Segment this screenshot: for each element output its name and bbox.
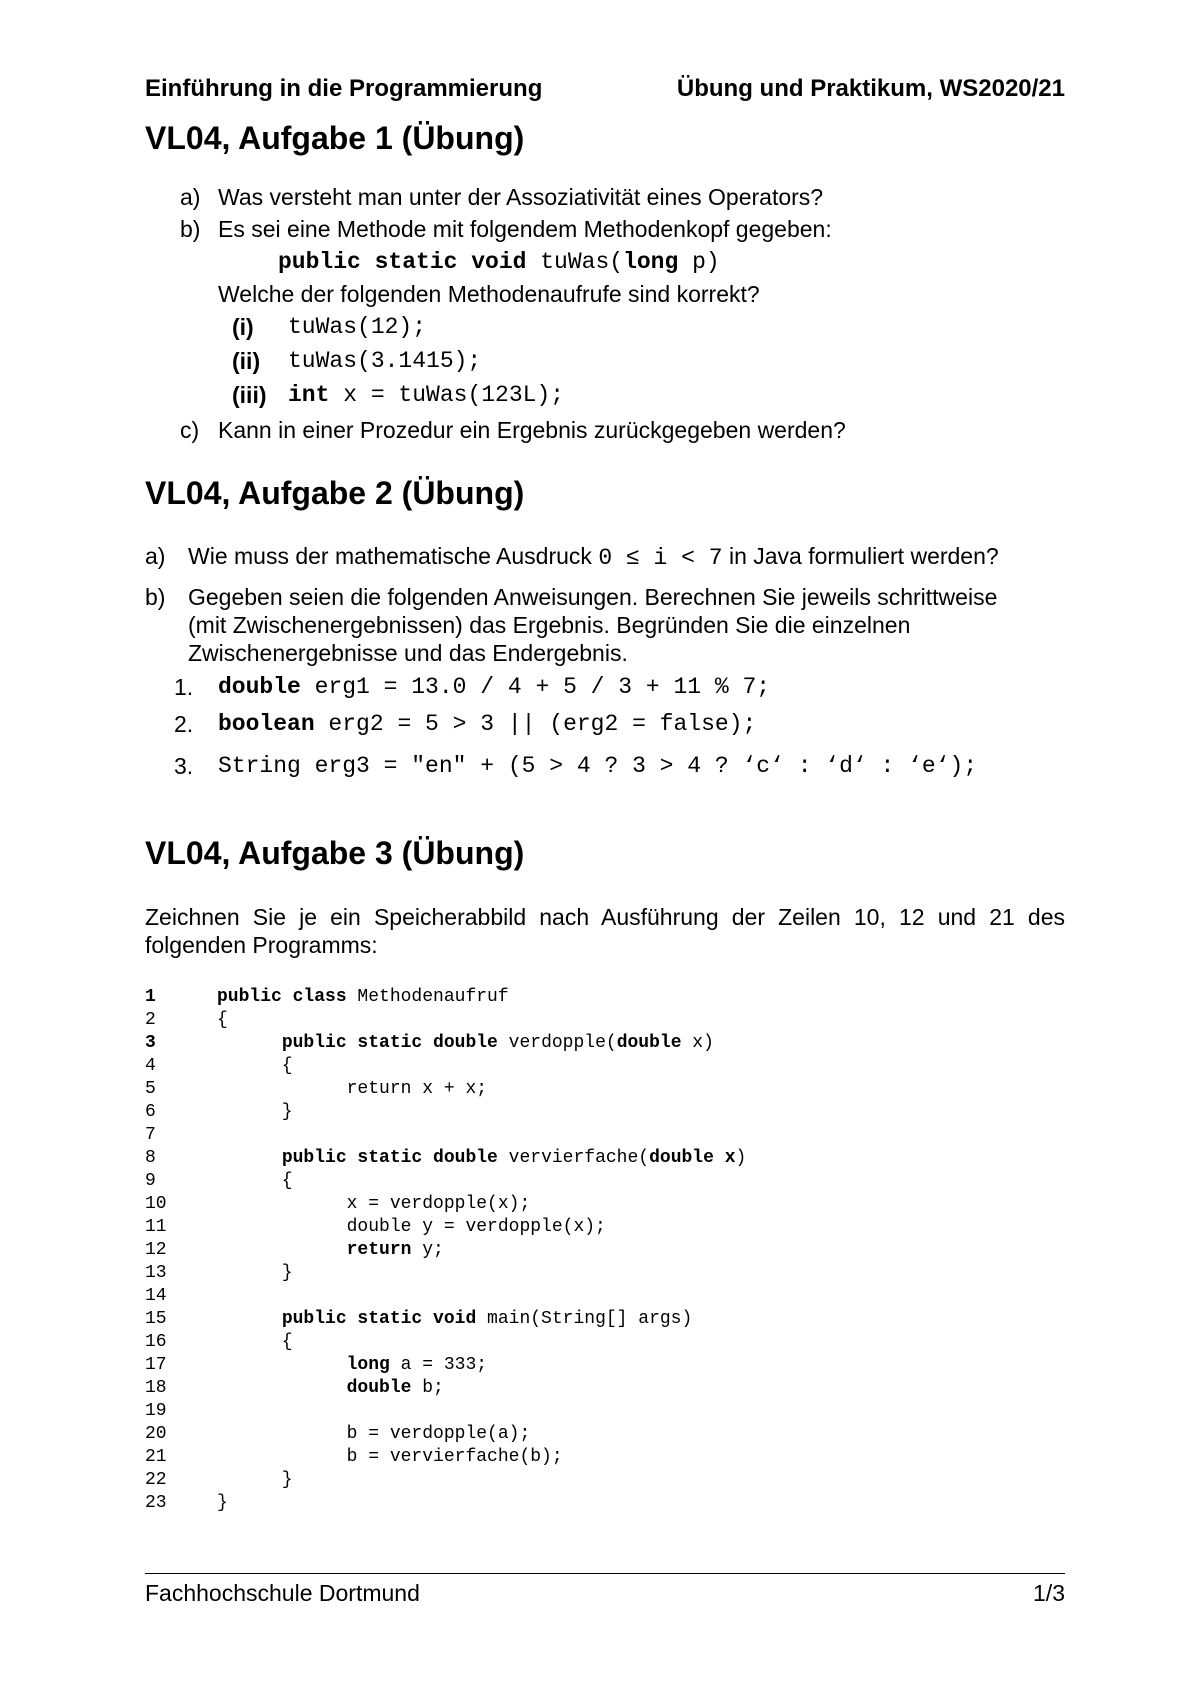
line-code: public static double vervierfache(double x)	[281, 1148, 747, 1168]
task2-b-line: (mit Zwischenergebnissen) das Ergebnis. Begründen Sie die einzelnen	[188, 612, 911, 638]
line-number: 18	[145, 1378, 167, 1398]
line-number: 6	[145, 1102, 156, 1122]
statement-keyword: boolean	[218, 711, 315, 737]
task1-a-label: a)	[180, 184, 201, 210]
line-code: public class Methodenaufruf	[217, 987, 509, 1007]
task2-a-post: in Java formuliert werden?	[722, 543, 999, 569]
line-code: }	[217, 1493, 228, 1513]
term-label: Übung und Praktikum, WS2020/21	[676, 75, 1065, 102]
task2-b-label: b)	[145, 584, 166, 610]
task1-question: Welche der folgenden Methodenaufrufe sind korrekt?	[218, 281, 760, 307]
line-number: 5	[145, 1079, 156, 1099]
signature-param-type: long	[623, 249, 679, 275]
line-code: {	[217, 1171, 293, 1191]
task1-a-text: Was versteht man unter der Assoziativität eines Operators?	[218, 184, 824, 210]
option-keyword: int	[288, 382, 330, 408]
statement-code: String erg3 = "en" + (5 > 4 ? 3 > 4 ? ‘c‘ : ‘d‘ : ‘e‘);	[218, 753, 978, 779]
line-number: 20	[145, 1424, 167, 1444]
statement-keyword: double	[218, 674, 301, 700]
task2-a-text	[188, 542, 999, 572]
line-number: 19	[145, 1401, 167, 1421]
line-code: double b;	[346, 1378, 444, 1398]
line-number: 17	[145, 1355, 167, 1375]
option-label: (ii)	[232, 348, 261, 374]
option-code: tuWas(3.1415);	[288, 348, 482, 374]
task1-b-label: b)	[180, 216, 201, 242]
signature-param: p)	[678, 249, 720, 275]
task2-title: VL04, Aufgabe 2 (Übung)	[145, 475, 525, 511]
line-number: 8	[145, 1148, 156, 1168]
footer-school: Fachhochschule Dortmund	[145, 1580, 420, 1606]
option-label: (iii)	[232, 382, 267, 408]
statement-rest: erg2 = 5 > 3 || (erg2 = false);	[314, 711, 757, 737]
footer-divider	[145, 1573, 1065, 1574]
method-signature	[278, 248, 720, 276]
line-number: 15	[145, 1309, 167, 1329]
option-label: (i)	[232, 314, 254, 340]
line-code: b = vervierfache(b);	[217, 1447, 563, 1467]
task3-intro-line: folgenden Programms:	[145, 932, 378, 958]
task1-title: VL04, Aufgabe 1 (Übung)	[145, 120, 525, 156]
task1-c-label: c)	[180, 417, 200, 443]
line-code: double y = verdopple(x);	[217, 1217, 606, 1237]
line-number: 14	[145, 1286, 167, 1306]
line-code: }	[217, 1263, 293, 1283]
line-number: 12	[145, 1240, 167, 1260]
task3-title: VL04, Aufgabe 3 (Übung)	[145, 835, 525, 871]
line-number: 7	[145, 1125, 156, 1145]
task1-b-text: Es sei eine Methode mit folgendem Methodenkopf gegeben:	[218, 216, 832, 242]
line-number: 16	[145, 1332, 167, 1352]
task2-b-line: Zwischenergebnisse und das Endergebnis.	[188, 640, 628, 666]
line-number: 4	[145, 1056, 156, 1076]
line-number: 1	[145, 987, 156, 1007]
statement-code	[218, 710, 756, 738]
task3-intro-line: Zeichnen Sie je ein Speicherabbild nach Ausführung der Zeilen 10, 12 und 21 des	[145, 904, 1065, 930]
option-code: tuWas(12);	[288, 314, 427, 340]
line-number: 23	[145, 1493, 167, 1513]
course-title: Einführung in die Programmierung	[145, 75, 543, 102]
line-number: 22	[145, 1470, 167, 1490]
line-code: return y;	[346, 1240, 444, 1260]
option-code	[288, 381, 564, 409]
line-number: 11	[145, 1217, 167, 1237]
line-number: 10	[145, 1194, 167, 1214]
line-code: }	[217, 1470, 293, 1490]
signature-name: tuWas(	[526, 249, 624, 275]
statement-number: 2.	[174, 711, 194, 737]
line-number: 9	[145, 1171, 156, 1191]
line-number: 13	[145, 1263, 167, 1283]
footer-page: 1/3	[1033, 1580, 1065, 1606]
line-code: return x + x;	[217, 1079, 488, 1099]
line-code: public static double verdopple(double x)	[281, 1033, 714, 1053]
task2-a-pre: Wie muss der mathematische Ausdruck	[188, 543, 599, 569]
line-code: {	[217, 1056, 293, 1076]
line-code: x = verdopple(x);	[217, 1194, 531, 1214]
line-code: long a = 333;	[346, 1355, 488, 1375]
statement-number: 3.	[174, 753, 194, 779]
task1-c-text: Kann in einer Prozedur ein Ergebnis zurückgegeben werden?	[218, 417, 846, 443]
statement-code	[218, 673, 770, 701]
option-code-rest: x = tuWas(123L);	[329, 382, 565, 408]
signature-keywords: public static void	[278, 249, 527, 275]
line-code: {	[217, 1332, 293, 1352]
task2-b-line: Gegeben seien die folgenden Anweisungen. Berechnen Sie jeweils schrittweise	[188, 584, 998, 610]
line-code: }	[217, 1102, 293, 1122]
line-number: 21	[145, 1447, 167, 1467]
code-listing	[0, 986, 1200, 1526]
statement-number: 1.	[174, 674, 194, 700]
line-number: 3	[145, 1033, 156, 1053]
line-code: public static void main(String[] args)	[281, 1309, 693, 1329]
line-code: b = verdopple(a);	[217, 1424, 531, 1444]
task2-a-label: a)	[145, 543, 166, 569]
statement-rest: erg1 = 13.0 / 4 + 5 / 3 + 11 % 7;	[300, 674, 771, 700]
line-code: {	[217, 1010, 228, 1030]
math-expression: 0 ≤ i < 7	[598, 545, 723, 571]
line-number: 2	[145, 1010, 156, 1030]
